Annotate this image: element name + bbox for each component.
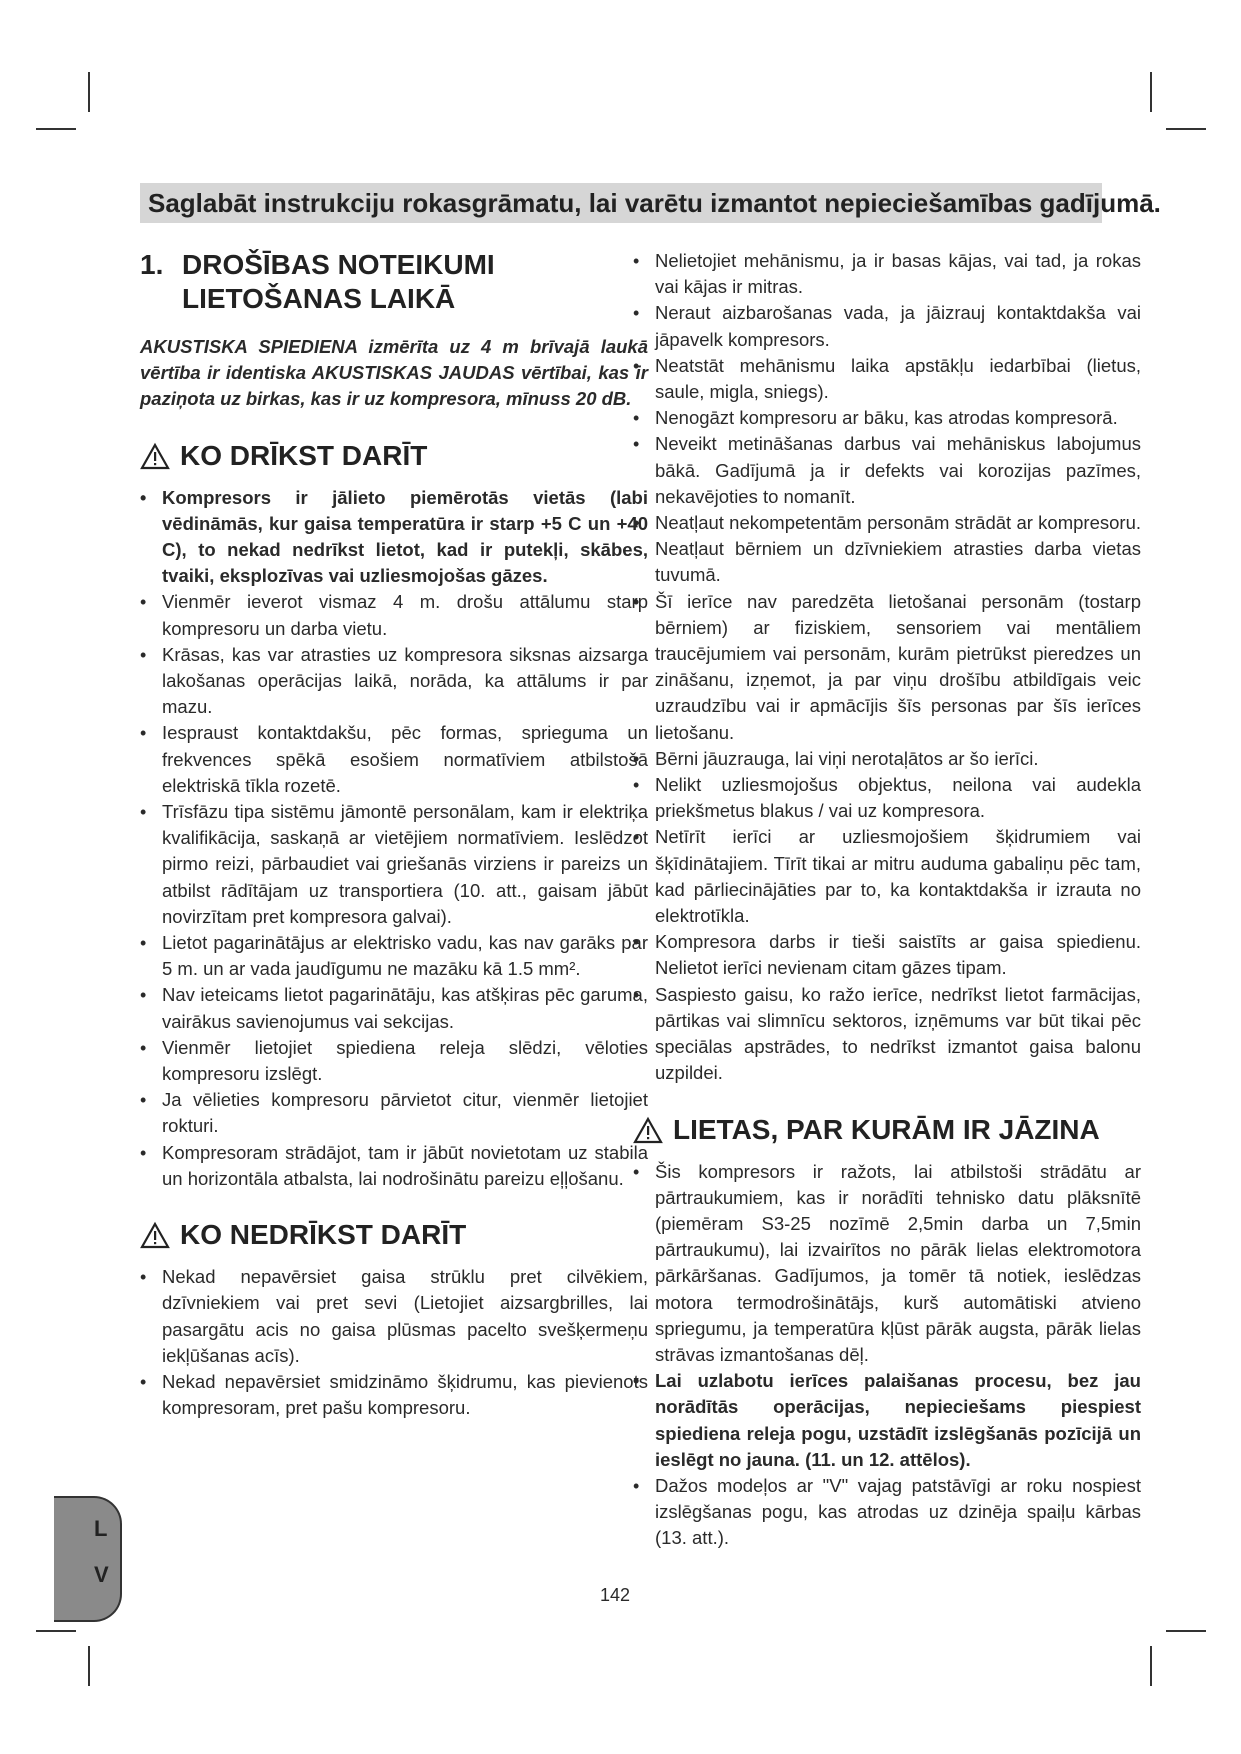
do-heading-text: KO DRĪKST DARĪT [180, 439, 428, 471]
dont-heading-text: KO NEDRĪKST DARĪT [180, 1219, 467, 1251]
language-tab-letter: V [94, 1562, 109, 1587]
list-item: • Neraut aizbarošanas vada, ja jāizrauj kontaktdakša vai jāpavelk kompresors. [633, 300, 1141, 352]
do-list [140, 485, 648, 1192]
crop-mark [1166, 1630, 1206, 1632]
list-item: • Lai uzlabotu ierīces palaišanas procesu, bez jau norādītās operācijas, nepieciešams piespiest spiediena releja pogu, uzstādīt izslēgšanās pozīcijā un ieslēgt no jauna. (11. un 12. attēlos). [633, 1368, 1141, 1473]
list-item: • Ja vēlieties kompresoru pārvietot citur, vienmēr lietojiet rokturi. [140, 1087, 648, 1139]
language-tab [54, 1496, 122, 1622]
list-item: • Kompresora darbs ir tieši saistīts ar gaisa spiedienu. Nelietot ierīci nevienam citam gāzes tipam. [633, 929, 1141, 981]
dont-heading [140, 1218, 648, 1252]
section-title: DROŠĪBAS NOTEIKUMI LIETOŠANAS LAIKĀ [182, 249, 495, 314]
crop-mark [1166, 128, 1206, 130]
list-item: • Kompresoram strādājot, tam ir jābūt novietotam uz stabila un horizontāla atbalsta, lai nodrošinātu pareizu eļļošanu. [140, 1140, 648, 1192]
list-item: • Neveikt metināšanas darbus vai mehāniskus labojumus bākā. Gadījumā ja ir defekts vai korozijas pazīmes, nekavējoties to nomanīt. [633, 431, 1141, 510]
list-item: • Nav ieteicams lietot pagarinātāju, kas atšķiras pēc garuma, vairākus savienojumus vai sekcijas. [140, 982, 648, 1034]
crop-mark [36, 128, 76, 130]
list-item: • Trīsfāzu tipa sistēmu jāmontē personālam, kam ir elektriķa kvalifikācija, saskaņā ar vietējiem normatīviem. Ieslēdzot pirmo reizi, pārbaudiet vai griešanās virziens ir pareizs un atbilst rādītājam uz transportiera (10. att., gaisam jābūt novirzītam pret kompresora galvai). [140, 799, 648, 930]
section-number: 1. [140, 249, 164, 280]
crop-mark [88, 72, 90, 112]
warning-triangle-icon [140, 442, 170, 470]
notes-heading [633, 1113, 1141, 1147]
crop-mark [1150, 72, 1152, 112]
list-item: • Nelikt uzliesmojošus objektus, neilona vai audekla priekšmetus blakus / vai uz kompresora. [633, 772, 1141, 824]
right-column [633, 248, 1141, 1552]
list-item: • Šī ierīce nav paredzēta lietošanai personām (tostarp bērniem) ar fiziskiem, sensoriem vai mentāliem traucējumiem vai personām, kurām pietrūkst pieredzes un zināšanu, izņemot, ja par viņu drošību atbildīgais veic uzraudzību vai ir apmācījis šīs personas par šīs ierīces lietošanu. [633, 589, 1141, 746]
list-item: • Saspiesto gaisu, ko ražo ierīce, nedrīkst lietot farmācijas, pārtikas vai slimnīcu sektoros, izņēmums var būt tikai pēc speciālas apstrādes, to nedrīkst izmantot gaisa balonu uzpildei. [633, 982, 1141, 1087]
list-item: • Dažos modeļos ar "V" vajag patstāvīgi ar roku nospiest izslēgšanas pogu, kas atrodas uz dzinēja spaiļu kārbas (13. att.). [633, 1473, 1141, 1552]
crop-mark [88, 1646, 90, 1686]
section-heading [140, 248, 648, 316]
list-item: • Neatļaut nekompetentām personām strādāt ar kompresoru. Neatļaut bērniem un dzīvniekiem atrasties darba vietas tuvumā. [633, 510, 1141, 589]
warning-triangle-icon [140, 1221, 170, 1249]
crop-mark [1150, 1646, 1152, 1686]
page-number: 142 [600, 1585, 631, 1605]
list-item: • Krāsas, kas var atrasties uz kompresora siksnas aizsarga lakošanas operācijas laikā, norāda, ka attālums ir par mazu. [140, 642, 648, 721]
language-tab-letter: L [94, 1516, 108, 1541]
list-item: • Nelietojiet mehānismu, ja ir basas kājas, vai tad, ja rokas vai kājas ir mitras. [633, 248, 1141, 300]
list-item: • Nenogāzt kompresoru ar bāku, kas atrodas kompresorā. [633, 405, 1141, 431]
banner-text: Saglabāt instrukciju rokasgrāmatu, lai varētu izmantot nepieciešamības gadījumā. [148, 188, 1161, 218]
list-item: • Netīrīt ierīci ar uzliesmojošiem šķidrumiem vai šķīdinātajiem. Tīrīt tikai ar mitru auduma gabaliņu pēc tam, kad pārliecinājāties par to, ka kontaktdakša ir izrauta no elektrotīkla. [633, 824, 1141, 929]
save-instructions-banner [140, 183, 1161, 223]
list-item: • Lietot pagarinātājus ar elektrisko vadu, kas nav garāks par 5 m. un ar vada jaudīgumu ne mazāku kā 1.5 mm². [140, 930, 648, 982]
list-item: • Bērni jāuzrauga, lai viņi nerotaļātos ar šo ierīci. [633, 746, 1141, 772]
left-column [140, 248, 648, 1421]
list-item: • Nekad nepavērsiet smidzināmo šķidrumu, kas pievienots kompresoram, pret pašu kompresoru. [140, 1369, 648, 1421]
list-item: • Iespraust kontaktdakšu, pēc formas, sprieguma un frekvences spēkā esošiem normatīviem atbilstošā elektriskā tīkla rozetē. [140, 720, 648, 799]
notes-list [633, 1159, 1141, 1552]
list-item: • Šis kompresors ir ražots, lai atbilstoši strādātu ar pārtraukumiem, kas ir norādīti tehnisko datu plāksnītē (piemēram S3-25 nozīmē 2,5min darba un 7,5min pārtraukumu), lai izvairītos no pārāk lielas elektromotora pārkāršanas. Gadījumos, ja tomēr tā notiek, ieslēdzas motora termodrošinātājs, kurš automātiski atvieno spriegumu, ja temperatūra kļūst pārāk augsta, pārāk lielas strāvas izmantošanas dēļ. [633, 1159, 1141, 1369]
list-item: • Vienmēr ieverot vismaz 4 m. drošu attālumu starp kompresoru un darba vietu. [140, 589, 648, 641]
do-heading [140, 439, 648, 473]
list-item: • Nekad nepavērsiet gaisa strūklu pret cilvēkiem, dzīvniekiem vai pret sevi (Lietojiet aizsargbrilles, lai pasargātu acis no gaisa plūsmas pacelto svešķermeņu iekļūšanas acīs). [140, 1264, 648, 1369]
dont-list-left [140, 1264, 648, 1421]
intro-paragraph: AKUSTISKA SPIEDIENA izmērīta uz 4 m brīvajā laukā vērtība ir identiska AKUSTISKAS JAUDAS vērtībai, kas ir paziņota uz birkas, kas ir uz kompresora, mīnuss 20 dB. [140, 336, 648, 410]
list-item: • Kompresors ir jālieto piemērotās vietās (labi vēdināmās, kur gaisa temperatūra ir starp +5 C un +40 C), to nekad nedrīkst lietot, kad ir putekļi, skābes, tvaiki, eksplozīvas vai uzliesmojošas gāzes. [140, 485, 648, 590]
warning-triangle-icon [633, 1116, 663, 1144]
notes-heading-text: LIETAS, PAR KURĀM IR JĀZINA [673, 1113, 1100, 1145]
crop-mark [36, 1630, 76, 1632]
dont-list-right [633, 248, 1141, 1087]
list-item: • Neatstāt mehānismu laika apstākļu iedarbībai (lietus, saule, migla, sniegs). [633, 353, 1141, 405]
list-item: • Vienmēr lietojiet spiediena releja slēdzi, vēloties kompresoru izslēgt. [140, 1035, 648, 1087]
